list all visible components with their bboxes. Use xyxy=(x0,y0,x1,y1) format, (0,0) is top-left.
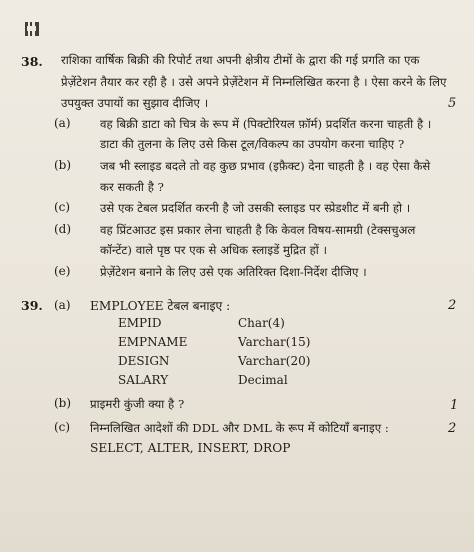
q38-part-b-label: (b) xyxy=(54,158,72,172)
question-38-intro-line-2: प्रेज़ेंटेशन तैयार कर रही है । उसे अपने प्रेज़ेंटेशन में निम्नलिखित करना है । ऐसा करने के लिए xyxy=(61,75,447,89)
question-38-marks: 5 xyxy=(448,96,457,111)
q38-part-a-label: (a) xyxy=(54,116,71,130)
q38-part-a-line-1: वह बिक्री डाटा को चित्र के रूप में (पिक्टोरियल फ़ॉर्म) प्रदर्शित करना चाहती है । xyxy=(100,117,432,131)
table-type-salary: Decimal xyxy=(238,373,288,387)
q38-part-d-line-2: कॉन्टेंट) वाले पृष्ठ पर एक से अधिक स्लाइडें मुद्रित हों । xyxy=(100,243,328,257)
question-38-intro-line-3: उपयुक्त उपायों का सुझाव दीजिए । xyxy=(61,96,209,110)
q38-part-d-line-1: वह प्रिंटआउट इस प्रकार लेना चाहती है कि केवल विषय-सामग्री (टेक्सचुअल xyxy=(100,223,416,237)
q38-part-e-line-1: प्रेज़ेंटेशन बनाने के लिए उसे एक अतिरिक्त दिशा-निर्देश दीजिए । xyxy=(100,265,367,279)
table-type-design: Varchar(20) xyxy=(238,354,311,368)
q39-part-b-text: प्राइमरी कुंजी क्या है ? xyxy=(90,397,185,411)
q39-part-a-label: (a) xyxy=(54,298,71,312)
q39-part-c-text: निम्नलिखित आदेशों की DDL और DML के रूप में कोटियाँ बनाइए : xyxy=(90,421,389,435)
table-field-empid: EMPID xyxy=(118,316,162,330)
q39-part-b-marks: 1 xyxy=(450,398,459,413)
table-type-empid: Char(4) xyxy=(238,316,285,330)
q38-part-b-line-2: कर सकती है ? xyxy=(100,180,164,194)
table-field-salary: SALARY xyxy=(118,373,169,387)
q39-part-c-label: (c) xyxy=(54,420,71,434)
q38-part-c-label: (c) xyxy=(54,200,71,214)
q39-part-b-label: (b) xyxy=(54,396,72,410)
q39-part-a-text: EMPLOYEE टेबल बनाइए : xyxy=(90,299,231,313)
q38-part-a-line-2: डाटा की तुलना के लिए उसे किस टूल/विकल्प का उपयोग करना चाहिए ? xyxy=(100,137,405,151)
table-field-empname: EMPNAME xyxy=(118,335,188,349)
q38-part-d-label: (d) xyxy=(54,222,72,236)
q39-part-c-marks: 2 xyxy=(448,421,457,436)
question-38-number: 38. xyxy=(21,54,43,69)
question-39-number: 39. xyxy=(21,298,43,313)
q38-part-e-label: (e) xyxy=(54,264,71,278)
q39-part-c-commands: SELECT, ALTER, INSERT, DROP xyxy=(90,441,291,455)
table-type-empname: Varchar(15) xyxy=(238,335,311,349)
q38-part-b-line-1: जब भी स्लाइड बदले तो वह कुछ प्रभाव (इफ़ैक्ट) देना चाहती है । वह ऐसा कैसे xyxy=(100,159,431,173)
table-field-design: DESIGN xyxy=(118,354,170,368)
qr-code-icon xyxy=(25,22,39,36)
question-38-intro-line-1: राशिका वार्षिक बिक्री की रिपोर्ट तथा अपनी क्षेत्रीय टीमों के द्वारा की गई प्रगति का एक xyxy=(61,53,420,67)
q39-part-a-marks: 2 xyxy=(448,298,457,313)
q38-part-c-line-1: उसे एक टेबल प्रदर्शित करनी है जो उसकी स्लाइड पर स्प्रेडशीट में बनी हो । xyxy=(100,201,411,215)
